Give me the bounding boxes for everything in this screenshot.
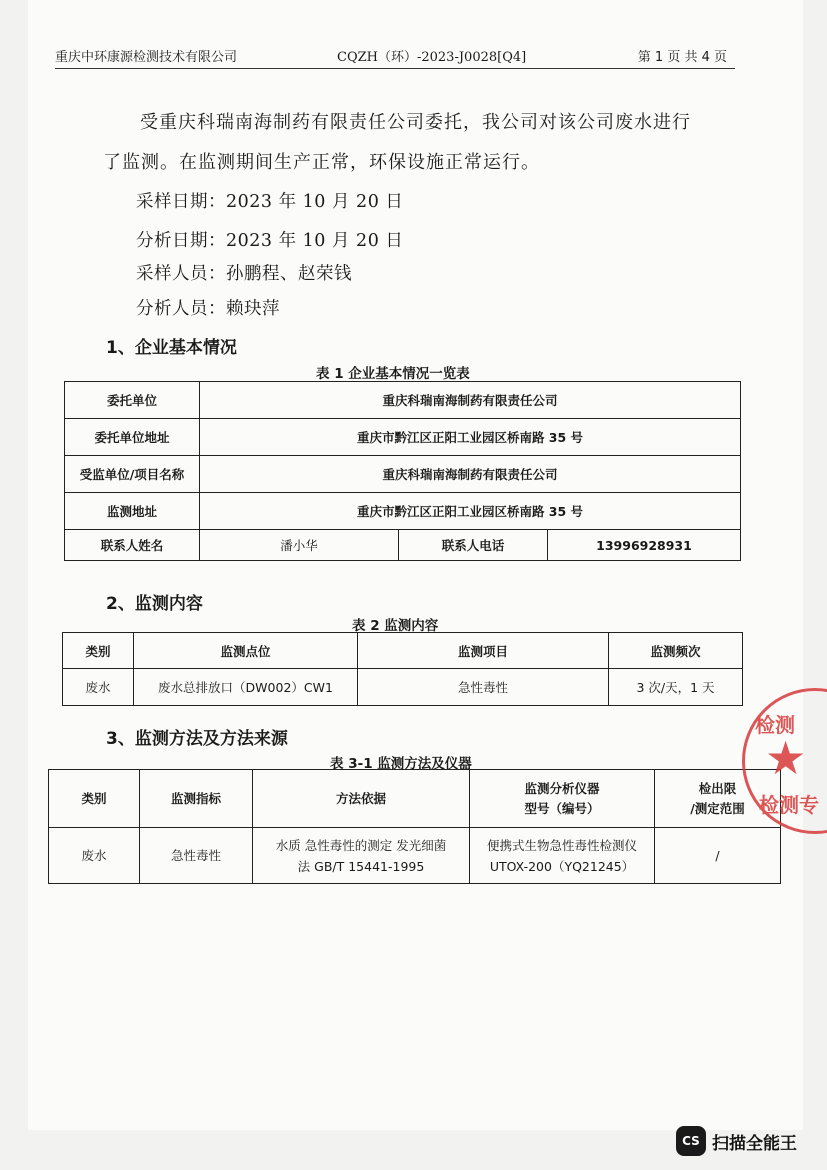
table-3-caption: 表 3-1 监测方法及仪器 bbox=[330, 756, 472, 772]
header-cell: 监测指标 bbox=[140, 770, 253, 828]
watermark-text: 扫描全能王 bbox=[712, 1133, 797, 1154]
section-3-title: 3、监测方法及方法来源 bbox=[106, 729, 288, 749]
contact-name: 潘小华 bbox=[200, 530, 399, 561]
monitoring-content-table bbox=[62, 632, 743, 706]
cell-value: 重庆市黔江区正阳工业园区桥南路 35 号 bbox=[200, 419, 741, 456]
cell-label: 委托单位地址 bbox=[65, 419, 200, 456]
cell: 3 次/天，1 天 bbox=[609, 669, 743, 706]
cell-label: 受监单位/项目名称 bbox=[65, 456, 200, 493]
cell-value: 重庆市黔江区正阳工业园区桥南路 35 号 bbox=[200, 493, 741, 530]
header-cell: 监测点位 bbox=[134, 633, 358, 669]
scanner-watermark bbox=[676, 1124, 797, 1158]
cell-value: 重庆科瑞南海制药有限责任公司 bbox=[200, 456, 741, 493]
stamp-text: 检测 bbox=[755, 713, 795, 737]
header-line: /测定范围 bbox=[690, 800, 745, 816]
contact-phone-label: 联系人电话 bbox=[399, 530, 548, 561]
table-row bbox=[65, 493, 741, 530]
stamp-text: 检测专 bbox=[759, 793, 819, 817]
camscanner-logo-icon: CS bbox=[676, 1126, 706, 1156]
cell-label: 监测地址 bbox=[65, 493, 200, 530]
table-2-caption: 表 2 监测内容 bbox=[352, 618, 439, 634]
instrument-line: 便携式生物急性毒性检测仪 bbox=[486, 837, 637, 853]
header-page-info: 第 1 页 共 4 页 bbox=[637, 50, 727, 65]
method-instrument-table bbox=[48, 769, 781, 884]
cell: 废水 bbox=[63, 669, 134, 706]
table-row bbox=[65, 382, 741, 419]
section-2-title: 2、监测内容 bbox=[106, 594, 203, 614]
header-cell: 监测频次 bbox=[609, 633, 743, 669]
cell: 废水 bbox=[49, 828, 140, 884]
cell-instrument bbox=[470, 828, 655, 884]
contact-name-label: 联系人姓名 bbox=[65, 530, 200, 561]
section-1-title: 1、企业基本情况 bbox=[106, 338, 237, 358]
page-header bbox=[55, 44, 735, 69]
header-report-code: CQZH（环）-2023-J0028[Q4] bbox=[337, 50, 527, 65]
instrument-line: UTOX-200（YQ21245） bbox=[489, 858, 635, 874]
table-row bbox=[63, 669, 743, 706]
table-row bbox=[49, 828, 781, 884]
header-cell: 监测项目 bbox=[358, 633, 609, 669]
header-cell: 类别 bbox=[63, 633, 134, 669]
table-row bbox=[65, 530, 741, 561]
samplers: 采样人员：孙鹏程、赵荣钱 bbox=[136, 264, 352, 284]
analysts: 分析人员：赖玦萍 bbox=[136, 299, 280, 319]
contact-phone: 13996928931 bbox=[548, 530, 741, 561]
cell-label: 委托单位 bbox=[65, 382, 200, 419]
header-cell-instrument bbox=[470, 770, 655, 828]
method-line: 水质 急性毒性的测定 发光细菌 bbox=[275, 837, 447, 853]
star-icon: ★ bbox=[765, 731, 807, 785]
cell-method bbox=[253, 828, 470, 884]
table-row bbox=[65, 456, 741, 493]
cell: 急性毒性 bbox=[358, 669, 609, 706]
table-header-row bbox=[63, 633, 743, 669]
header-line: 检出限 bbox=[698, 780, 737, 796]
analysis-date: 分析日期：2023 年 10 月 20 日 bbox=[136, 231, 404, 251]
method-line: 法 GB/T 15441-1995 bbox=[297, 858, 425, 874]
header-line: 型号（编号） bbox=[524, 800, 600, 816]
header-company: 重庆中环康源检测技术有限公司 bbox=[55, 50, 238, 65]
cell: 急性毒性 bbox=[140, 828, 253, 884]
enterprise-info-table bbox=[64, 381, 741, 561]
table-row bbox=[65, 419, 741, 456]
cell-value: 重庆科瑞南海制药有限责任公司 bbox=[200, 382, 741, 419]
intro-line-2: 了监测。在监测期间生产正常，环保设施正常运行。 bbox=[103, 152, 540, 173]
header-cell: 方法依据 bbox=[253, 770, 470, 828]
intro-line-1: 受重庆科瑞南海制药有限责任公司委托，我公司对该公司废水进行 bbox=[140, 112, 691, 133]
header-cell: 类别 bbox=[49, 770, 140, 828]
sampling-date: 采样日期：2023 年 10 月 20 日 bbox=[136, 192, 404, 212]
header-line: 监测分析仪器 bbox=[524, 780, 600, 796]
table-header-row bbox=[49, 770, 781, 828]
cell: 废水总排放口（DW002）CW1 bbox=[134, 669, 358, 706]
table-1-caption: 表 1 企业基本情况一览表 bbox=[316, 366, 470, 382]
cell: / bbox=[655, 828, 781, 884]
